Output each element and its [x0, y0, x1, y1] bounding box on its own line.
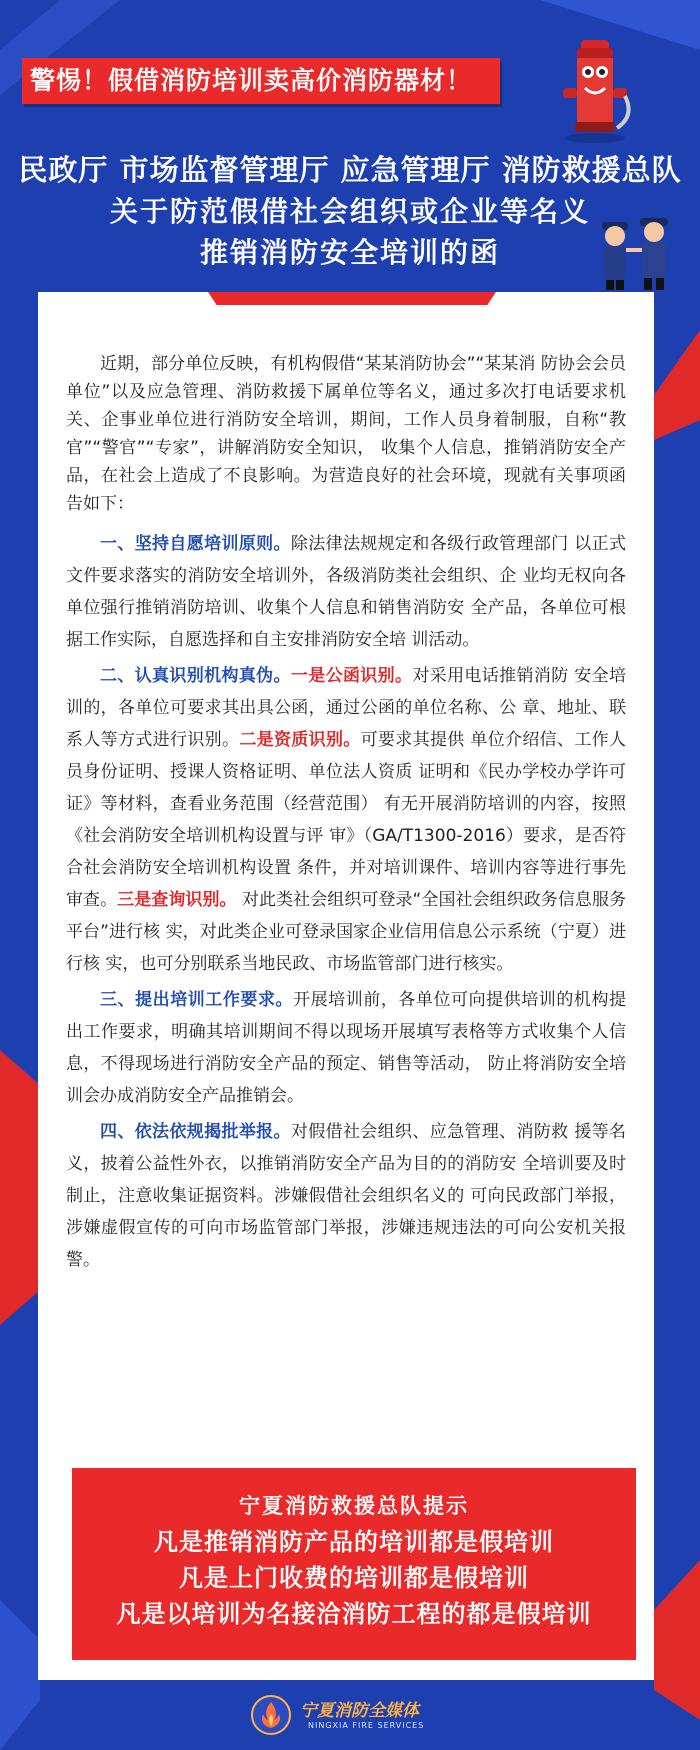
- notice-line-2: 凡是上门收费的培训都是假培训: [179, 1564, 529, 1592]
- notice-line-1: 凡是推销消防产品的培训都是假培训: [154, 1528, 554, 1556]
- section-4-heading: 四、依法依规揭批举报。: [100, 1122, 291, 1142]
- section-2-heading: 二、认真识别机构真伪。: [100, 666, 291, 686]
- title-line-2: 关于防范假借社会组织或企业等名义: [109, 195, 590, 228]
- section-3-text: 开展培训前，各单位可向提供培训的机构提出工作要求，明确其培训期间不得以现场开展填写表格等方式收集个人信息，不得现场进行消防安全产品的预定、销售等活动， 防止将消防安全培训会办成消防安全产品推销会。: [66, 990, 627, 1106]
- warning-banner: 警惕！假借消防培训卖高价消防器材！: [22, 58, 500, 104]
- section-2-key-3: 三是查询识别。: [117, 890, 237, 910]
- footer-brand-name: 宁夏消防全媒体: [300, 1701, 419, 1721]
- notice-heading: 宁夏消防救援总队提示: [239, 1494, 469, 1518]
- section-3: [66, 984, 626, 1112]
- section-2: [66, 660, 626, 980]
- section-2-key-1: 一是公函识别。: [290, 666, 413, 686]
- notice-line-3: 凡是以培训为名接洽消防工程的都是假培训: [116, 1600, 592, 1628]
- title-line-1: 民政厅 市场监督管理厅 应急管理厅 消防救援总队: [18, 153, 682, 187]
- document-body: [66, 350, 626, 1280]
- section-4: [66, 1116, 626, 1276]
- section-1: [66, 528, 626, 656]
- panel-red-tab: [208, 292, 496, 305]
- section-2-text-2: 可要求其提供 单位介绍信、工作人员身份证明、授课人资格证明、单位法人资质 证明和《民办学校办学许可证》等材料，查看业务范围（经营范围） 有无开展消防培训的内容，按照《社会消防安全培训机构设置与评 审》（GA/T1300-2016）要求，是否符合社会消防安全培训机构设置 条件，并对培训课件、培训内容等进行事先审查。: [66, 730, 627, 910]
- intro-paragraph: 近期，部分单位反映，有机构假借“某某消防协会”“某某消 防协会会员单位”以及应急管理、消防救援下属单位等名义，通过多次打电话要求机关、企事业单位进行消防安全培训，期间，工作人员身着制服，自称“教官”“警官”“专家”，讲解消防安全知识， 收集个人信息，推销消防安全产品，在社会上造成了不良影响。为营造良好的社会环境，现就有关事项函告如下：: [66, 354, 626, 514]
- section-2-text-1: 对采用电话推销消防 安全培训的，各单位可要求其出具公函，通过公函的单位名称、公 章、地址、联系人等方式进行识别。: [66, 666, 627, 750]
- footer-brand-english: NINGXIA FIRE SERVICES: [308, 1721, 425, 1730]
- section-2-key-2: 二是资质识别。: [239, 730, 361, 750]
- footer-brand: [250, 1692, 470, 1740]
- title-line-3: 推销消防安全培训的函: [199, 236, 500, 269]
- section-2-text-3: 对此类社会组织可登录“全国社会组织政务信息服务平台”进行核 实，对此类企业可登录国家企业信用信息公示系统（宁夏）进行核 实，也可分别联系当地民政、市场监管部门进行核实。: [66, 890, 627, 974]
- section-3-heading: 三、提出培训工作要求。: [100, 990, 294, 1010]
- firefighter-figures-icon: [596, 208, 676, 292]
- fire-hydrant-mascot-icon: [555, 36, 635, 144]
- section-1-text: 除法律法规规定和各级行政管理部门 以正式文件要求落实的消防安全培训外，各级消防类社会组织、企 业均无权向各单位强行推销消防培训、收集个人信息和销售消防安 全产品，各单位可根据工作实际，自愿选择和自主安排消防安全培 训活动。: [66, 534, 627, 650]
- notice-box: [72, 1468, 636, 1660]
- document-title: [0, 150, 700, 273]
- section-4-text: 对假借社会组织、应急管理、消防救 援等名义，披着公益性外衣，以推销消防安全产品为目的的消防安 全培训要及时制止，注意收集证据资料。涉嫌假借社会组织名义的 可向民政部门举报，涉嫌虚假宣传的可向市场监管部门举报，涉嫌违规违法的可向公安机关报警。: [66, 1122, 627, 1270]
- fire-emblem-logo-icon: [250, 1694, 292, 1736]
- section-1-heading: 一、坚持自愿培训原则。: [100, 534, 291, 554]
